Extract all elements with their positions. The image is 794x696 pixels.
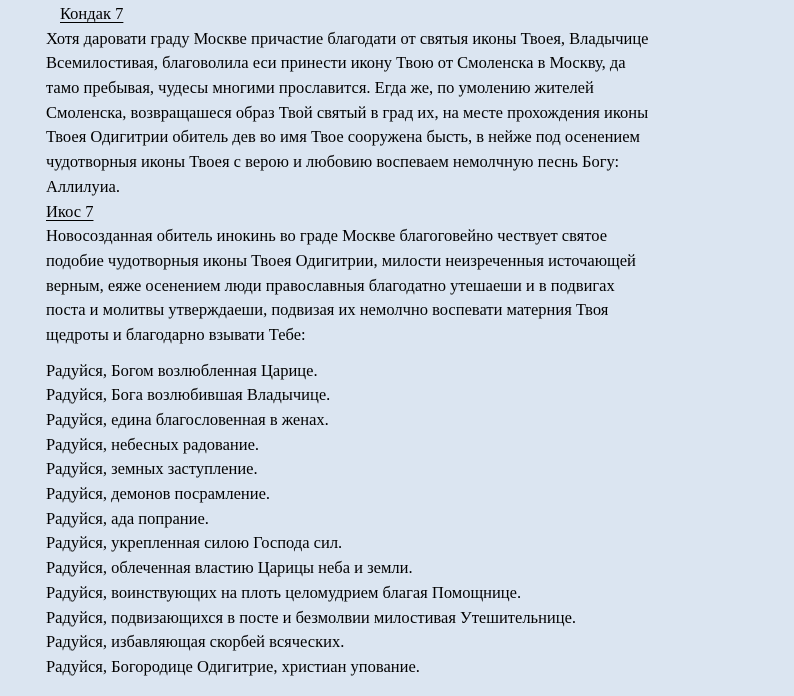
- salutation-line: Радуйся, облеченная властию Царицы неба и земли.: [46, 558, 413, 578]
- kondak-line: Всемилостивая, благоволила еси принести икону Твою от Смоленска в Москву, да: [46, 53, 626, 73]
- salutation-line: Радуйся, едина благословенная в женах.: [46, 410, 329, 429]
- kondak-heading: [46, 2, 129, 27]
- paragraph-gap: [46, 348, 766, 359]
- ikos-title: Икос 7: [46, 201, 94, 221]
- ikos-line: Новосозданная обитель инокинь во граде Москве благоговейно чествует святое: [46, 226, 608, 246]
- ikos-text: [46, 224, 766, 347]
- ikos-line: подобие чудотворныя иконы Твоея Одигитрии, милости неизреченныя источающей: [46, 250, 636, 270]
- salutation-line: Радуйся, земных заступление.: [46, 459, 258, 479]
- salutation-line: Радуйся, Богом возлюбленная Царице.: [46, 360, 318, 380]
- kondak-line: Аллилуиа.: [46, 176, 120, 196]
- ikos-line: верным, еяже осенением люди православныя благодатно утешаеши и в подвигах: [46, 275, 615, 295]
- kondak-text: [46, 27, 766, 200]
- kondak-heading-row: [46, 2, 766, 27]
- salutation-line: Радуйся, укрепленная силою Господа сил.: [46, 533, 343, 553]
- salutation-line: Радуйся, избавляющая скорбей всяческих.: [46, 632, 345, 652]
- salutation-line: Радуйся, Богородице Одигитрие, христиан упование.: [46, 656, 420, 676]
- kondak-line: чудотворныя иконы Твоея с верою и любовию воспеваем немолчную песнь Богу:: [46, 152, 620, 172]
- kondak-line: Хотя даровати граду Москве причастие благодати от святыя иконы Твоея, Владычице: [46, 28, 649, 48]
- salutation-line: Радуйся, небесных радование.: [46, 434, 260, 454]
- salutation-line: Радуйся, демонов посрамление.: [46, 484, 271, 504]
- kondak-title: Кондак 7: [60, 4, 124, 23]
- kondak-line: Твоея Одигитрии обитель дев во имя Твое сооружена бысть, в нейже под осенением: [46, 127, 640, 147]
- salutation-line: Радуйся, подвизающихся в посте и безмолвии милостивая Утешительнице.: [46, 607, 577, 627]
- ikos-line: поста и молитвы утверждаеши, подвизая их немолчно воспевати матерния Твоя: [46, 300, 609, 320]
- document-body: [46, 2, 766, 680]
- kondak-line: тамо пребывая, чудесы многими прославится. Егда же, по умолению жителей: [46, 78, 594, 98]
- ikos-heading-row: [46, 200, 766, 225]
- salutation-line: Радуйся, Бога возлюбившая Владычице.: [46, 385, 331, 405]
- salutation-line: Радуйся, воинствующих на плоть целомудрием благая Помощнице.: [46, 582, 522, 602]
- salutations-list: [46, 359, 766, 680]
- kondak-line: Смоленска, возвращашеся образ Твой святый в град их, на месте прохождения иконы: [46, 102, 649, 122]
- ikos-line: щедроты и благодарно взывати Тебе:: [46, 324, 306, 344]
- salutation-line: Радуйся, ада попрание.: [46, 508, 209, 528]
- ikos-heading: [46, 200, 103, 225]
